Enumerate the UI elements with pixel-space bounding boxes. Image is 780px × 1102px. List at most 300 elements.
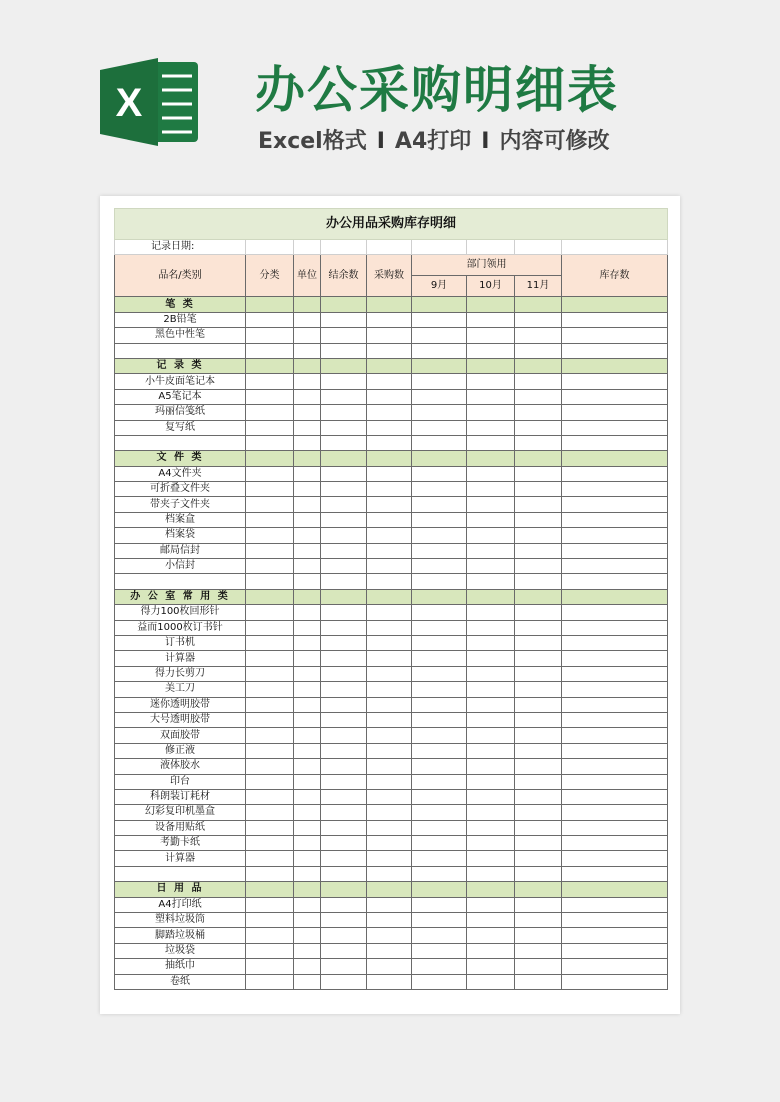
data-cell[interactable] [294, 759, 321, 774]
data-cell[interactable] [246, 820, 294, 835]
data-cell[interactable] [467, 943, 515, 958]
data-cell[interactable] [515, 913, 562, 928]
data-cell[interactable] [294, 836, 321, 851]
data-cell[interactable] [515, 820, 562, 835]
item-name[interactable]: A4打印纸 [115, 897, 246, 912]
data-cell[interactable] [367, 559, 412, 574]
data-cell[interactable] [246, 836, 294, 851]
data-cell[interactable] [412, 543, 467, 558]
data-cell[interactable] [515, 789, 562, 804]
item-name[interactable]: 小信封 [115, 559, 246, 574]
data-cell[interactable] [321, 897, 367, 912]
data-cell[interactable] [246, 512, 294, 527]
category-cell[interactable] [467, 882, 515, 897]
data-cell[interactable] [246, 343, 294, 358]
data-cell[interactable] [412, 743, 467, 758]
data-cell[interactable] [562, 866, 668, 881]
data-cell[interactable] [467, 328, 515, 343]
data-cell[interactable] [412, 497, 467, 512]
data-cell[interactable] [294, 528, 321, 543]
data-cell[interactable] [321, 928, 367, 943]
data-cell[interactable] [294, 866, 321, 881]
data-cell[interactable] [562, 728, 668, 743]
data-cell[interactable] [412, 774, 467, 789]
data-cell[interactable] [321, 466, 367, 481]
data-cell[interactable] [467, 435, 515, 450]
data-cell[interactable] [321, 866, 367, 881]
data-cell[interactable] [367, 482, 412, 497]
data-cell[interactable] [294, 943, 321, 958]
data-cell[interactable] [467, 374, 515, 389]
item-name[interactable]: 得力100枚回形针 [115, 605, 246, 620]
data-cell[interactable] [412, 389, 467, 404]
data-cell[interactable] [515, 559, 562, 574]
item-name[interactable]: 档案袋 [115, 528, 246, 543]
data-cell[interactable] [515, 805, 562, 820]
category-cell[interactable] [246, 358, 294, 373]
data-cell[interactable] [321, 743, 367, 758]
data-cell[interactable] [467, 635, 515, 650]
data-cell[interactable] [321, 482, 367, 497]
data-cell[interactable] [562, 743, 668, 758]
data-cell[interactable] [515, 759, 562, 774]
data-cell[interactable] [467, 789, 515, 804]
data-cell[interactable] [367, 635, 412, 650]
data-cell[interactable] [467, 712, 515, 727]
data-cell[interactable] [467, 620, 515, 635]
data-cell[interactable] [367, 466, 412, 481]
item-name[interactable] [115, 574, 246, 589]
data-cell[interactable] [321, 836, 367, 851]
data-cell[interactable] [562, 512, 668, 527]
data-cell[interactable] [246, 574, 294, 589]
data-cell[interactable] [294, 820, 321, 835]
category-cell[interactable] [562, 589, 668, 604]
data-cell[interactable] [321, 605, 367, 620]
data-cell[interactable] [467, 682, 515, 697]
data-cell[interactable] [321, 682, 367, 697]
data-cell[interactable] [367, 743, 412, 758]
data-cell[interactable] [515, 497, 562, 512]
item-name[interactable]: 得力长剪刀 [115, 666, 246, 681]
data-cell[interactable] [321, 574, 367, 589]
data-cell[interactable] [321, 420, 367, 435]
data-cell[interactable] [246, 466, 294, 481]
data-cell[interactable] [467, 343, 515, 358]
data-cell[interactable] [515, 836, 562, 851]
item-name[interactable]: 卷纸 [115, 974, 246, 989]
data-cell[interactable] [246, 666, 294, 681]
data-cell[interactable] [246, 435, 294, 450]
data-cell[interactable] [515, 851, 562, 866]
data-cell[interactable] [367, 605, 412, 620]
data-cell[interactable] [246, 805, 294, 820]
item-name[interactable]: 档案盒 [115, 512, 246, 527]
data-cell[interactable] [412, 482, 467, 497]
data-cell[interactable] [412, 343, 467, 358]
data-cell[interactable] [562, 682, 668, 697]
data-cell[interactable] [246, 897, 294, 912]
data-cell[interactable] [294, 420, 321, 435]
data-cell[interactable] [562, 497, 668, 512]
item-name[interactable]: 2B铅笔 [115, 312, 246, 327]
data-cell[interactable] [412, 651, 467, 666]
date-cell[interactable] [562, 240, 668, 255]
category-cell[interactable] [412, 451, 467, 466]
data-cell[interactable] [562, 374, 668, 389]
data-cell[interactable] [321, 728, 367, 743]
data-cell[interactable] [321, 620, 367, 635]
data-cell[interactable] [467, 928, 515, 943]
data-cell[interactable] [367, 682, 412, 697]
date-cell[interactable] [367, 240, 412, 255]
data-cell[interactable] [294, 897, 321, 912]
data-cell[interactable] [562, 897, 668, 912]
data-cell[interactable] [467, 697, 515, 712]
data-cell[interactable] [515, 974, 562, 989]
data-cell[interactable] [367, 651, 412, 666]
category-cell[interactable] [467, 589, 515, 604]
data-cell[interactable] [367, 697, 412, 712]
data-cell[interactable] [321, 697, 367, 712]
data-cell[interactable] [321, 389, 367, 404]
data-cell[interactable] [562, 666, 668, 681]
data-cell[interactable] [321, 528, 367, 543]
data-cell[interactable] [467, 728, 515, 743]
category-cell[interactable] [294, 451, 321, 466]
data-cell[interactable] [246, 943, 294, 958]
data-cell[interactable] [412, 974, 467, 989]
data-cell[interactable] [412, 312, 467, 327]
data-cell[interactable] [515, 482, 562, 497]
data-cell[interactable] [412, 805, 467, 820]
data-cell[interactable] [294, 728, 321, 743]
data-cell[interactable] [412, 405, 467, 420]
data-cell[interactable] [321, 559, 367, 574]
data-cell[interactable] [467, 666, 515, 681]
data-cell[interactable] [562, 620, 668, 635]
data-cell[interactable] [246, 482, 294, 497]
data-cell[interactable] [294, 543, 321, 558]
data-cell[interactable] [294, 559, 321, 574]
data-cell[interactable] [562, 789, 668, 804]
data-cell[interactable] [367, 435, 412, 450]
data-cell[interactable] [562, 820, 668, 835]
data-cell[interactable] [367, 574, 412, 589]
data-cell[interactable] [246, 759, 294, 774]
data-cell[interactable] [515, 312, 562, 327]
data-cell[interactable] [515, 605, 562, 620]
data-cell[interactable] [412, 559, 467, 574]
data-cell[interactable] [294, 682, 321, 697]
data-cell[interactable] [515, 374, 562, 389]
data-cell[interactable] [467, 559, 515, 574]
data-cell[interactable] [467, 466, 515, 481]
data-cell[interactable] [294, 913, 321, 928]
data-cell[interactable] [562, 605, 668, 620]
data-cell[interactable] [515, 728, 562, 743]
data-cell[interactable] [294, 851, 321, 866]
data-cell[interactable] [321, 374, 367, 389]
item-name[interactable]: 脚踏垃圾桶 [115, 928, 246, 943]
data-cell[interactable] [321, 328, 367, 343]
data-cell[interactable] [562, 466, 668, 481]
data-cell[interactable] [367, 897, 412, 912]
data-cell[interactable] [321, 512, 367, 527]
data-cell[interactable] [294, 512, 321, 527]
data-cell[interactable] [515, 405, 562, 420]
data-cell[interactable] [562, 959, 668, 974]
data-cell[interactable] [562, 928, 668, 943]
data-cell[interactable] [321, 959, 367, 974]
data-cell[interactable] [412, 728, 467, 743]
data-cell[interactable] [515, 528, 562, 543]
data-cell[interactable] [321, 805, 367, 820]
data-cell[interactable] [467, 743, 515, 758]
data-cell[interactable] [246, 789, 294, 804]
data-cell[interactable] [246, 913, 294, 928]
data-cell[interactable] [515, 328, 562, 343]
data-cell[interactable] [467, 420, 515, 435]
data-cell[interactable] [515, 943, 562, 958]
data-cell[interactable] [412, 789, 467, 804]
data-cell[interactable] [246, 712, 294, 727]
data-cell[interactable] [367, 374, 412, 389]
data-cell[interactable] [467, 959, 515, 974]
data-cell[interactable] [321, 312, 367, 327]
data-cell[interactable] [562, 774, 668, 789]
data-cell[interactable] [367, 620, 412, 635]
data-cell[interactable] [246, 497, 294, 512]
data-cell[interactable] [367, 943, 412, 958]
data-cell[interactable] [412, 420, 467, 435]
data-cell[interactable] [294, 789, 321, 804]
data-cell[interactable] [246, 697, 294, 712]
category-cell[interactable] [467, 297, 515, 312]
category-cell[interactable] [246, 882, 294, 897]
data-cell[interactable] [412, 435, 467, 450]
data-cell[interactable] [294, 605, 321, 620]
data-cell[interactable] [367, 913, 412, 928]
item-name[interactable]: 带夹子文件夹 [115, 497, 246, 512]
data-cell[interactable] [515, 512, 562, 527]
data-cell[interactable] [467, 651, 515, 666]
item-name[interactable]: 益而1000枚订书针 [115, 620, 246, 635]
data-cell[interactable] [562, 543, 668, 558]
data-cell[interactable] [294, 312, 321, 327]
data-cell[interactable] [294, 928, 321, 943]
data-cell[interactable] [515, 343, 562, 358]
data-cell[interactable] [321, 789, 367, 804]
item-name[interactable]: 双面胶带 [115, 728, 246, 743]
data-cell[interactable] [467, 836, 515, 851]
data-cell[interactable] [412, 759, 467, 774]
data-cell[interactable] [562, 482, 668, 497]
category-cell[interactable] [515, 297, 562, 312]
data-cell[interactable] [562, 405, 668, 420]
item-name[interactable]: A5笔记本 [115, 389, 246, 404]
data-cell[interactable] [467, 605, 515, 620]
data-cell[interactable] [294, 666, 321, 681]
category-cell[interactable] [367, 589, 412, 604]
category-cell[interactable] [562, 451, 668, 466]
category-cell[interactable] [294, 882, 321, 897]
data-cell[interactable] [467, 759, 515, 774]
data-cell[interactable] [367, 851, 412, 866]
data-cell[interactable] [294, 389, 321, 404]
data-cell[interactable] [467, 543, 515, 558]
data-cell[interactable] [294, 620, 321, 635]
category-cell[interactable] [321, 297, 367, 312]
item-name[interactable]: 垃圾袋 [115, 943, 246, 958]
data-cell[interactable] [412, 928, 467, 943]
data-cell[interactable] [467, 805, 515, 820]
category-cell[interactable] [562, 297, 668, 312]
data-cell[interactable] [246, 420, 294, 435]
data-cell[interactable] [562, 759, 668, 774]
data-cell[interactable] [294, 635, 321, 650]
category-cell[interactable] [367, 358, 412, 373]
category-cell[interactable] [246, 451, 294, 466]
data-cell[interactable] [294, 374, 321, 389]
item-name[interactable]: 邮局信封 [115, 543, 246, 558]
data-cell[interactable] [515, 543, 562, 558]
data-cell[interactable] [562, 343, 668, 358]
data-cell[interactable] [562, 420, 668, 435]
data-cell[interactable] [562, 435, 668, 450]
data-cell[interactable] [412, 328, 467, 343]
data-cell[interactable] [562, 712, 668, 727]
data-cell[interactable] [562, 328, 668, 343]
item-name[interactable]: 液体胶水 [115, 759, 246, 774]
data-cell[interactable] [321, 712, 367, 727]
data-cell[interactable] [294, 466, 321, 481]
data-cell[interactable] [367, 497, 412, 512]
data-cell[interactable] [515, 635, 562, 650]
category-cell[interactable] [367, 297, 412, 312]
data-cell[interactable] [467, 913, 515, 928]
data-cell[interactable] [467, 389, 515, 404]
data-cell[interactable] [515, 928, 562, 943]
data-cell[interactable] [467, 312, 515, 327]
date-cell[interactable] [294, 240, 321, 255]
data-cell[interactable] [562, 974, 668, 989]
data-cell[interactable] [246, 774, 294, 789]
data-cell[interactable] [321, 666, 367, 681]
data-cell[interactable] [321, 543, 367, 558]
category-cell[interactable] [412, 297, 467, 312]
data-cell[interactable] [412, 574, 467, 589]
data-cell[interactable] [294, 482, 321, 497]
category-cell[interactable] [321, 451, 367, 466]
data-cell[interactable] [294, 343, 321, 358]
data-cell[interactable] [321, 774, 367, 789]
item-name[interactable]: 塑料垃圾筒 [115, 913, 246, 928]
data-cell[interactable] [412, 605, 467, 620]
data-cell[interactable] [246, 405, 294, 420]
data-cell[interactable] [515, 743, 562, 758]
data-cell[interactable] [367, 420, 412, 435]
data-cell[interactable] [467, 897, 515, 912]
data-cell[interactable] [246, 312, 294, 327]
data-cell[interactable] [467, 405, 515, 420]
item-name[interactable]: 计算器 [115, 851, 246, 866]
data-cell[interactable] [467, 820, 515, 835]
category-cell[interactable] [412, 589, 467, 604]
data-cell[interactable] [412, 851, 467, 866]
data-cell[interactable] [246, 651, 294, 666]
data-cell[interactable] [562, 805, 668, 820]
data-cell[interactable] [367, 774, 412, 789]
data-cell[interactable] [412, 943, 467, 958]
date-cell[interactable] [515, 240, 562, 255]
data-cell[interactable] [246, 389, 294, 404]
category-cell[interactable] [321, 589, 367, 604]
data-cell[interactable] [321, 343, 367, 358]
data-cell[interactable] [562, 312, 668, 327]
data-cell[interactable] [515, 959, 562, 974]
data-cell[interactable] [515, 574, 562, 589]
item-name[interactable]: 设备用贴纸 [115, 820, 246, 835]
data-cell[interactable] [412, 466, 467, 481]
data-cell[interactable] [367, 866, 412, 881]
item-name[interactable]: 幻彩复印机墨盒 [115, 805, 246, 820]
data-cell[interactable] [367, 328, 412, 343]
data-cell[interactable] [412, 712, 467, 727]
data-cell[interactable] [294, 405, 321, 420]
item-name[interactable]: 迷你透明胶带 [115, 697, 246, 712]
data-cell[interactable] [467, 866, 515, 881]
data-cell[interactable] [367, 805, 412, 820]
data-cell[interactable] [412, 866, 467, 881]
data-cell[interactable] [321, 651, 367, 666]
data-cell[interactable] [412, 528, 467, 543]
category-cell[interactable] [467, 358, 515, 373]
data-cell[interactable] [467, 482, 515, 497]
data-cell[interactable] [467, 512, 515, 527]
data-cell[interactable] [515, 651, 562, 666]
data-cell[interactable] [562, 559, 668, 574]
category-cell[interactable] [321, 358, 367, 373]
data-cell[interactable] [367, 312, 412, 327]
category-cell[interactable] [515, 358, 562, 373]
item-name[interactable]: 订书机 [115, 635, 246, 650]
data-cell[interactable] [321, 820, 367, 835]
data-cell[interactable] [246, 620, 294, 635]
data-cell[interactable] [562, 836, 668, 851]
data-cell[interactable] [294, 974, 321, 989]
data-cell[interactable] [294, 959, 321, 974]
data-cell[interactable] [412, 697, 467, 712]
data-cell[interactable] [367, 789, 412, 804]
category-cell[interactable] [467, 451, 515, 466]
data-cell[interactable] [412, 635, 467, 650]
data-cell[interactable] [294, 697, 321, 712]
data-cell[interactable] [246, 682, 294, 697]
data-cell[interactable] [321, 405, 367, 420]
item-name[interactable]: 考勤卡纸 [115, 836, 246, 851]
item-name[interactable]: 抽纸巾 [115, 959, 246, 974]
data-cell[interactable] [367, 389, 412, 404]
data-cell[interactable] [294, 435, 321, 450]
data-cell[interactable] [467, 774, 515, 789]
item-name[interactable]: 修正液 [115, 743, 246, 758]
data-cell[interactable] [412, 959, 467, 974]
data-cell[interactable] [246, 559, 294, 574]
data-cell[interactable] [562, 943, 668, 958]
data-cell[interactable] [412, 666, 467, 681]
data-cell[interactable] [246, 528, 294, 543]
